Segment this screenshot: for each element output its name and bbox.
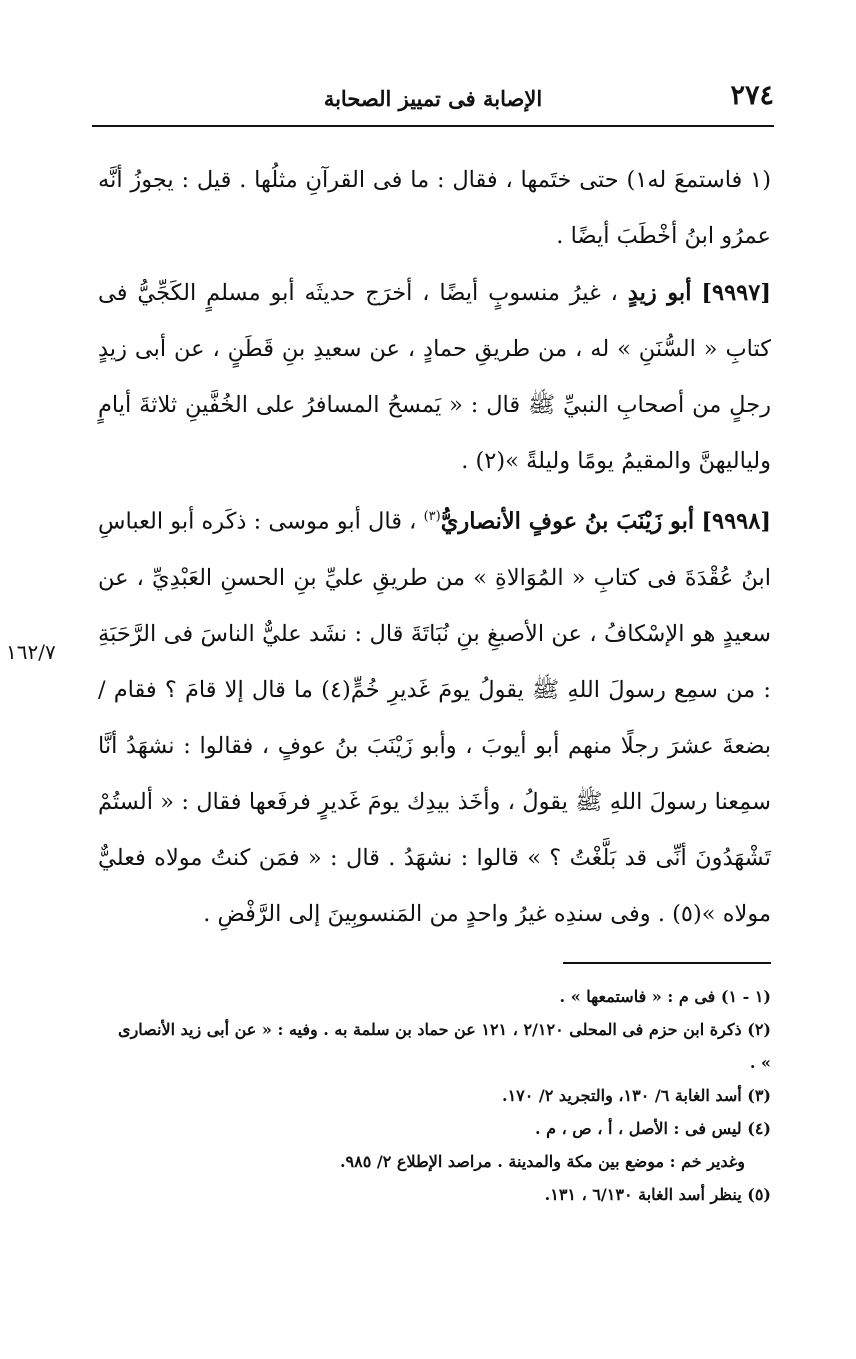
footnote-ref: (٣)	[423, 509, 441, 524]
footnote: (٥) ينظر أسد الغابة ٦/١٣٠ ، ١٣١.	[544, 1185, 771, 1204]
running-title: الإصابة فى تمييز الصحابة	[323, 86, 543, 111]
footnote: (١ - ١) فى م : « فاستمعها » .	[559, 987, 771, 1006]
header-divider	[92, 125, 774, 127]
footnote: وغدير خم : موضع بين مكة والمدينة . مراصد الإطلاع ٢/ ٩٨٥.	[339, 1152, 745, 1171]
entry-number: [٩٩٩٨]	[701, 508, 771, 535]
footnote: (٤) ليس فى : الأصل ، أ ، ص ، م .	[534, 1119, 771, 1138]
page-header	[92, 80, 774, 120]
footnote-divider	[563, 962, 771, 964]
paragraph-continuation: (١ فاستمعَ له١) حتى ختَمها ، فقال : ما فى القرآنِ مثلُها . قيل : يجوزُ أنَّه عمرُو ابنُ أخْطَبَ أيضًا .	[98, 167, 771, 249]
footnote: (٢) ذكرة ابن حزم فى المحلى ٢/١٢٠ ، ١٢١ عن حماد بن سلمة به . وفيه : « عن أبى زيد الأنصارى » .	[118, 1020, 771, 1072]
entry-9998	[98, 489, 771, 942]
page-number: ٢٧٤	[730, 80, 774, 111]
entry-name: أبو زَيْنَبَ بنُ عوفٍ الأنصاريُّ	[440, 508, 695, 535]
entry-9997	[98, 265, 771, 489]
entry-number: [٩٩٩٧]	[701, 280, 771, 306]
entry-name: أبو زيدٍ	[627, 280, 692, 306]
footnotes	[104, 980, 771, 1211]
margin-reference: ١٦٢/٧	[6, 640, 56, 664]
entry-text: ، قال أبو موسى : ذكَره أبو العباسِ ابنُ عُقْدَةَ فى كتابِ « المُوَالاةِ » من طريقِ عليِّ بنِ الحسنِ العَبْدِيِّ ، عن سعيدٍ هو الإسْكافُ ، عن الأصبغِ بنِ نُبَاتَةَ قال : نشَد عليٌّ الناسَ فى الرَّحَبَةِ : من سمِع رسولَ اللهِ ﷺ يقولُ يومَ غَديرِ خُمٍّ(٤) ما قال إلا قامَ ؟ فقام / بضعةَ عشرَ رجلًا منهم أبو أيوبَ ، وأبو زَيْنَبَ بنُ عوفٍ ، فقالوا : نشهَدُ أنَّا سمِعنا رسولَ اللهِ ﷺ يقولُ ، وأخَذ بيدِك يومَ غَديرٍ فرفَعها فقال : « ألستُمْ تَشْهَدُونَ أنِّى قد بَلَّغْتُ ؟ » قالوا : نشهَدُ . قال : « فمَن كنتُ مولاه فعليٌّ مولاه »(٥) . وفى سندِه غيرُ واحدٍ من المَنسوبِينَ إلى الرَّفْضِ .	[98, 508, 771, 927]
footnote: (٣) أسد الغابة ٦/ ١٣٠، والتجريد ٢/ ١٧٠.	[501, 1086, 771, 1105]
entry-text: ، غيرُ منسوبٍ أيضًا ، أخرَج حديثَه أبو مسلمٍ الكَجِّيُّ فى كتابِ « السُّنَنِ » له ، من طريقِ حمادٍ ، عن سعيدِ بنِ قَطَنٍ ، عن أبى زيدٍ رجلٍ من أصحابِ النبيِّ ﷺ قال : « يَمسحُ المسافرُ على الخُفَّينِ ثلاثةَ أيامٍ ولياليهنَّ والمقيمُ يومًا وليلةً »(٢) .	[98, 280, 771, 474]
